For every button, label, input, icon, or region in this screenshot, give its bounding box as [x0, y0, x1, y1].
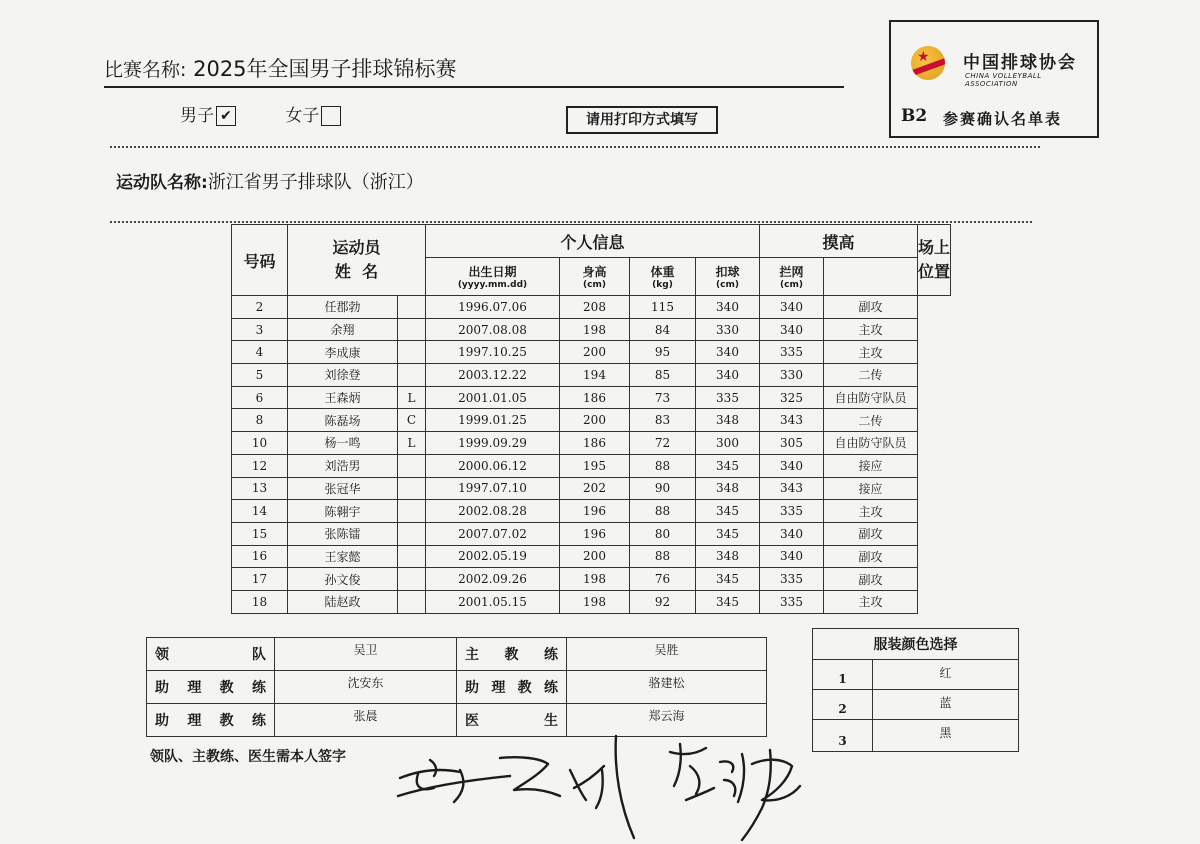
player-height: 196: [560, 522, 630, 545]
player-position: 二传: [824, 409, 918, 432]
player-block: 325: [760, 386, 824, 409]
player-name: 张陈镭: [288, 522, 398, 545]
player-number: 10: [232, 432, 288, 455]
player-mark: [398, 318, 426, 341]
player-number: 16: [232, 545, 288, 568]
player-mark: [398, 500, 426, 523]
logo-text-en: CHINA VOLLEYBALL ASSOCIATION: [965, 72, 1042, 88]
player-position: 副攻: [824, 545, 918, 568]
player-position: 自由防守队员: [824, 432, 918, 455]
player-spike: 345: [696, 454, 760, 477]
player-dob: 2002.09.26: [426, 568, 560, 591]
competition-label: 比赛名称:: [104, 59, 187, 81]
player-number: 5: [232, 364, 288, 387]
table-row: [232, 500, 951, 523]
player-height: 202: [560, 477, 630, 500]
header-height: 身高 (cm): [560, 258, 630, 296]
player-mark: [398, 568, 426, 591]
player-block: 335: [760, 590, 824, 613]
assistant-coach-value: 沈安东: [275, 671, 457, 704]
player-name: 杨一鸣: [288, 432, 398, 455]
table-row: [232, 409, 951, 432]
player-height: 200: [560, 545, 630, 568]
header-dob: 出生日期 (yyyy.mm.dd): [426, 258, 560, 296]
player-block: 335: [760, 500, 824, 523]
player-number: 3: [232, 318, 288, 341]
player-block: 340: [760, 545, 824, 568]
signature-stroke: [616, 736, 634, 838]
team-label: 运动队名称:: [116, 173, 208, 193]
player-spike: 345: [696, 500, 760, 523]
player-spike: 330: [696, 318, 760, 341]
divider-dotted: [110, 146, 1040, 148]
player-weight: 88: [630, 500, 696, 523]
player-number: 8: [232, 409, 288, 432]
player-height: 194: [560, 364, 630, 387]
header-block: 拦网 (cm): [760, 258, 824, 296]
uniform-option-number: 1: [813, 660, 873, 690]
player-name: 张冠华: [288, 477, 398, 500]
uniform-option-number: 3: [813, 720, 873, 752]
player-spike: 348: [696, 477, 760, 500]
gender-selector: [180, 101, 341, 126]
player-dob: 2001.01.05: [426, 386, 560, 409]
player-mark: [398, 364, 426, 387]
doctor-label: 医生: [457, 704, 567, 737]
logo-text-cn: 中国排球协会: [963, 53, 1077, 73]
header-name-line1: 运动员: [332, 238, 381, 257]
player-spike: 335: [696, 386, 760, 409]
player-weight: 90: [630, 477, 696, 500]
player-mark: [398, 522, 426, 545]
player-height: 195: [560, 454, 630, 477]
player-block: 340: [760, 522, 824, 545]
player-mark: L: [398, 432, 426, 455]
player-mark: [398, 545, 426, 568]
competition-line: [104, 52, 844, 88]
player-mark: C: [398, 409, 426, 432]
player-height: 196: [560, 500, 630, 523]
header-name: [288, 225, 426, 296]
player-spike: 348: [696, 545, 760, 568]
player-height: 198: [560, 318, 630, 341]
player-position: 接应: [824, 477, 918, 500]
player-position: 自由防守队员: [824, 386, 918, 409]
player-dob: 2007.07.02: [426, 522, 560, 545]
player-name: 刘浩男: [288, 454, 398, 477]
player-number: 2: [232, 296, 288, 319]
assistant-coach-value: 骆建松: [567, 671, 767, 704]
player-weight: 95: [630, 341, 696, 364]
uniform-option-color: 蓝: [873, 690, 1019, 720]
player-dob: 2003.12.22: [426, 364, 560, 387]
table-row: [813, 690, 1019, 720]
player-name: 陈翱宇: [288, 500, 398, 523]
print-note: 请用打印方式填写: [566, 106, 718, 134]
player-weight: 115: [630, 296, 696, 319]
player-number: 14: [232, 500, 288, 523]
table-row: [813, 720, 1019, 752]
player-number: 12: [232, 454, 288, 477]
player-position: 主攻: [824, 590, 918, 613]
player-block: 340: [760, 296, 824, 319]
player-name: 王森炳: [288, 386, 398, 409]
player-weight: 84: [630, 318, 696, 341]
table-row: [147, 671, 767, 704]
table-row: [232, 568, 951, 591]
player-dob: 2000.06.12: [426, 454, 560, 477]
roster-table: [231, 224, 951, 614]
player-dob: 1997.07.10: [426, 477, 560, 500]
player-number: 18: [232, 590, 288, 613]
header-number: 号码: [232, 225, 288, 296]
player-weight: 80: [630, 522, 696, 545]
uniform-option-number: 2: [813, 690, 873, 720]
head-coach-value: 吴胜: [567, 638, 767, 671]
team-line: [116, 168, 424, 194]
player-number: 6: [232, 386, 288, 409]
player-spike: 340: [696, 364, 760, 387]
head-coach-label: 主教练: [457, 638, 567, 671]
female-checkbox[interactable]: [321, 106, 341, 126]
signature-stroke: [398, 770, 510, 802]
player-spike: 345: [696, 522, 760, 545]
header-name-line2: 姓 名: [334, 262, 379, 281]
player-dob: 1999.09.29: [426, 432, 560, 455]
header-spike: 扣球 (cm): [696, 258, 760, 296]
male-label: 男子: [180, 106, 214, 126]
player-weight: 88: [630, 454, 696, 477]
logo-box: [889, 20, 1099, 138]
player-position: 接应: [824, 454, 918, 477]
uniform-option-color: 黑: [873, 720, 1019, 752]
handwritten-signatures: [390, 730, 810, 844]
assistant-coach-value: 张晨: [275, 704, 457, 737]
player-weight: 85: [630, 364, 696, 387]
player-block: 330: [760, 364, 824, 387]
player-name: 刘徐登: [288, 364, 398, 387]
table-row: [232, 545, 951, 568]
player-name: 陈磊场: [288, 409, 398, 432]
player-position: 副攻: [824, 296, 918, 319]
player-position: 二传: [824, 364, 918, 387]
player-name: 王家懿: [288, 545, 398, 568]
leader-label: 领队: [147, 638, 275, 671]
player-mark: [398, 590, 426, 613]
player-spike: 340: [696, 341, 760, 364]
assistant-coach-label: 助理教练: [457, 671, 567, 704]
player-height: 186: [560, 432, 630, 455]
player-weight: 92: [630, 590, 696, 613]
player-height: 198: [560, 590, 630, 613]
player-spike: 345: [696, 590, 760, 613]
player-spike: 345: [696, 568, 760, 591]
signature-stroke: [720, 754, 744, 802]
table-row: [232, 432, 951, 455]
table-row: [232, 590, 951, 613]
table-row: [232, 296, 951, 319]
player-name: 孙文俊: [288, 568, 398, 591]
table-row: [232, 454, 951, 477]
assistant-coach-label: 助理教练: [147, 704, 275, 737]
player-name: 余翔: [288, 318, 398, 341]
table-row: [232, 364, 951, 387]
signature-stroke: [742, 750, 800, 840]
player-dob: 1997.10.25: [426, 341, 560, 364]
male-checkbox[interactable]: ✔: [216, 106, 236, 126]
player-weight: 73: [630, 386, 696, 409]
player-weight: 72: [630, 432, 696, 455]
player-height: 200: [560, 341, 630, 364]
player-number: 4: [232, 341, 288, 364]
header-position-line2: 位置: [918, 262, 951, 281]
player-height: 208: [560, 296, 630, 319]
player-weight: 88: [630, 545, 696, 568]
uniform-color-table: [812, 628, 1019, 752]
player-dob: 1999.01.25: [426, 409, 560, 432]
player-dob: 2002.05.19: [426, 545, 560, 568]
player-dob: 2001.05.15: [426, 590, 560, 613]
doctor-value: 郑云海: [567, 704, 767, 737]
signature-stroke: [570, 766, 604, 808]
player-mark: [398, 296, 426, 319]
team-name: 浙江省男子排球队（浙江）: [207, 172, 424, 193]
table-row: [813, 660, 1019, 690]
assistant-coach-label: 助理教练: [147, 671, 275, 704]
player-position: 主攻: [824, 500, 918, 523]
signature-note: 领队、主教练、医生需本人签字: [150, 749, 346, 765]
header-weight: 体重 (kg): [630, 258, 696, 296]
uniform-title: 服装颜色选择: [813, 629, 1019, 660]
player-dob: 2007.08.08: [426, 318, 560, 341]
player-mark: [398, 454, 426, 477]
player-block: 343: [760, 409, 824, 432]
female-label: 女子: [285, 106, 320, 126]
player-height: 186: [560, 386, 630, 409]
competition-name: 2025年全国男子排球锦标赛: [193, 57, 457, 81]
player-block: 335: [760, 341, 824, 364]
player-position: 副攻: [824, 522, 918, 545]
header-personal-info: 个人信息: [426, 225, 760, 258]
player-mark: [398, 341, 426, 364]
player-position: 副攻: [824, 568, 918, 591]
player-number: 15: [232, 522, 288, 545]
player-position: 主攻: [824, 318, 918, 341]
player-name: 陆赵政: [288, 590, 398, 613]
player-weight: 83: [630, 409, 696, 432]
table-row: [232, 522, 951, 545]
signature-stroke: [670, 744, 714, 800]
header-position-line1: 场上: [918, 238, 951, 257]
table-row: [147, 638, 767, 671]
divider-dotted: [110, 221, 1032, 223]
player-block: 335: [760, 568, 824, 591]
player-dob: 1996.07.06: [426, 296, 560, 319]
player-block: 340: [760, 318, 824, 341]
form-id: B2: [901, 106, 928, 126]
player-mark: [398, 477, 426, 500]
player-block: 343: [760, 477, 824, 500]
player-spike: 340: [696, 296, 760, 319]
player-number: 13: [232, 477, 288, 500]
player-mark: L: [398, 386, 426, 409]
player-spike: 300: [696, 432, 760, 455]
staff-table: [146, 637, 767, 737]
player-weight: 76: [630, 568, 696, 591]
player-height: 200: [560, 409, 630, 432]
player-position: 主攻: [824, 341, 918, 364]
player-dob: 2002.08.28: [426, 500, 560, 523]
leader-value: 吴卫: [275, 638, 457, 671]
player-number: 17: [232, 568, 288, 591]
header-position: [918, 225, 951, 296]
uniform-option-color: 红: [873, 660, 1019, 690]
player-spike: 348: [696, 409, 760, 432]
table-row: [232, 477, 951, 500]
player-name: 李成康: [288, 341, 398, 364]
player-block: 340: [760, 454, 824, 477]
header-reach: 摸高: [760, 225, 918, 258]
table-row: [232, 318, 951, 341]
player-name: 任郡勃: [288, 296, 398, 319]
table-row: [232, 341, 951, 364]
player-block: 305: [760, 432, 824, 455]
player-height: 198: [560, 568, 630, 591]
form-title: 参赛确认名单表: [943, 110, 1063, 128]
table-row: [232, 386, 951, 409]
volleyball-logo-icon: ★: [911, 46, 945, 80]
